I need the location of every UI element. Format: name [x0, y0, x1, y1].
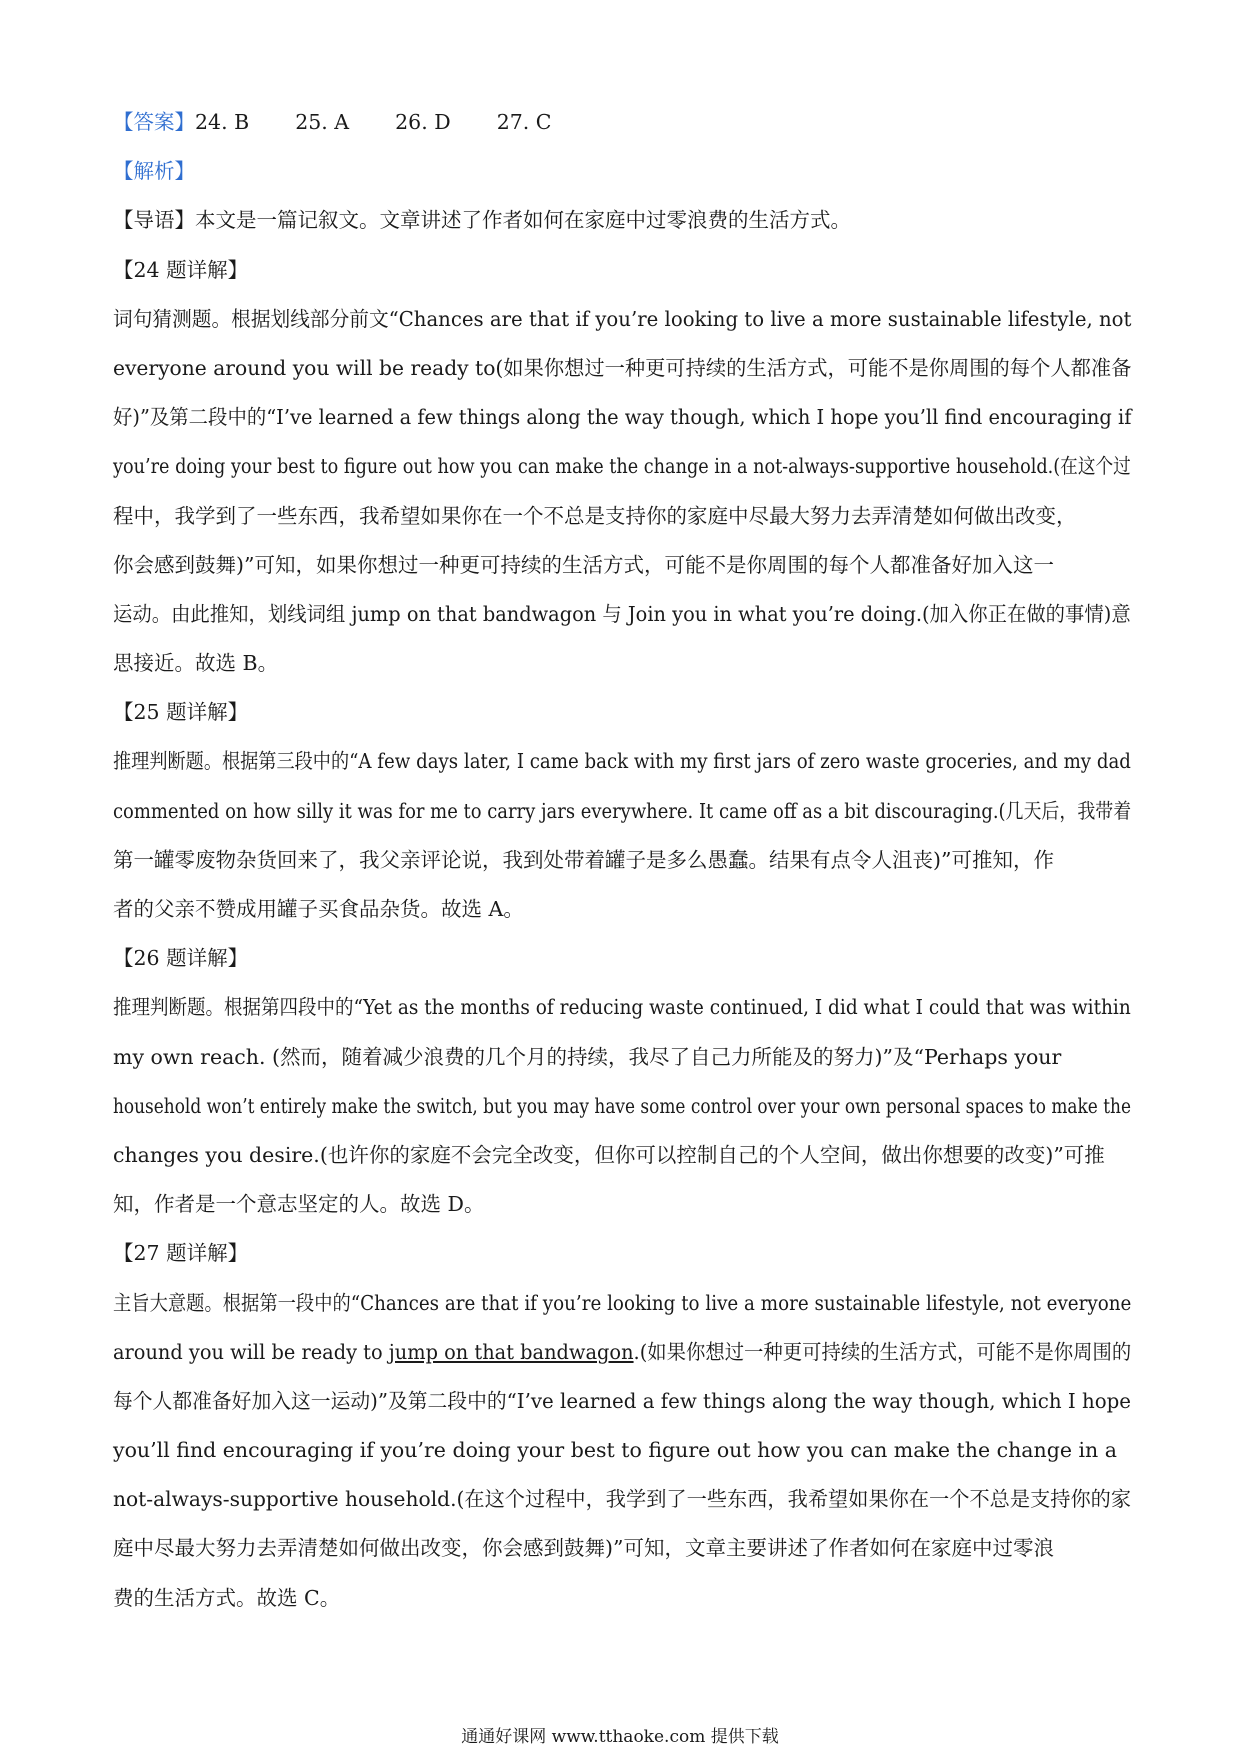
- answer-label: 【答案】: [113, 110, 195, 134]
- q26-text-line: household won’t entirely make the switch, but you may have some control over your own personal spaces to make the: [113, 1093, 1131, 1118]
- answer-item: 25. A: [295, 110, 350, 134]
- q24-text-line: 运动。由此推知，划线词组 jump on that bandwagon 与 Join you in what you’re doing.(加入你正在做的事情)意: [113, 601, 1131, 626]
- answer-item: 26. D: [395, 110, 451, 134]
- q27-text-line: [113, 1328, 1132, 1377]
- q25-heading: 【25 题详解】: [113, 700, 249, 725]
- answer-item: 24. B: [195, 110, 250, 134]
- q26-text-line: changes you desire.(也许你的家庭不会完全改变，但你可以控制自己的个人空间，做出你想要的改变)”可推: [113, 1142, 1105, 1167]
- q26-heading: 【26 题详解】: [113, 946, 249, 971]
- analysis-label: 【解析】: [113, 159, 195, 184]
- q24-text-line: 你会感到鼓舞)”可知，如果你想过一种更可持续的生活方式，可能不是你周围的每个人都准备好加入这一: [113, 552, 1054, 577]
- q24-heading: 【24 题详解】: [113, 257, 249, 282]
- answer-item: 27. C: [496, 110, 552, 134]
- q24-text-line: 思接近。故选 B。: [113, 651, 279, 676]
- document-body: [113, 98, 1131, 1623]
- underlined-phrase: jump on that bandwagon: [388, 1339, 634, 1364]
- q27-text-line: 庭中尽最大努力去弄清楚如何做出改变，你会感到鼓舞)”可知，文章主要讲述了作者如何在家庭中过零浪: [113, 1536, 1054, 1561]
- q27-text-line: not-always-supportive household.(在这个过程中，我学到了一些东西，我希望如果你在一个不总是支持你的家: [113, 1487, 1132, 1512]
- q24-text-line: 好)”及第二段中的“I’ve learned a few things along the way though, which I hope you’ll find encouraging if: [113, 405, 1132, 430]
- q25-text-line: 推理判断题。根据第三段中的“A few days later, I came back with my first jars of zero waste groceries, and my dad: [113, 749, 1131, 774]
- q27-text-line: 主旨大意题。根据第一段中的“Chances are that if you’re looking to live a more sustainable lifestyle, not everyone: [113, 1290, 1132, 1315]
- q24-text-line: 程中，我学到了一些东西，我希望如果你在一个不总是支持你的家庭中尽最大努力去弄清楚如何做出改变，: [113, 503, 1077, 528]
- q27-text-line: you’ll find encouraging if you’re doing your best to figure out how you can make the change in a: [113, 1438, 1117, 1463]
- q24-text-line: everyone around you will be ready to(如果你想过一种更可持续的生活方式，可能不是你周围的每个人都准备: [113, 355, 1132, 380]
- q25-text-line: 第一罐零废物杂货回来了，我父亲评论说，我到处带着罐子是多么愚蠢。结果有点令人沮丧)”可推知，作: [113, 847, 1054, 872]
- q26-text-line: 推理判断题。根据第四段中的“Yet as the months of reducing waste continued, I did what I could that was within: [113, 995, 1131, 1020]
- q27-heading: 【27 题详解】: [113, 1241, 249, 1266]
- q26-text-line: 知，作者是一个意志坚定的人。故选 D。: [113, 1192, 485, 1217]
- q24-text-line: 词句猜测题。根据划线部分前文“Chances are that if you’re looking to live a more sustainable lifestyle, not: [113, 306, 1132, 331]
- answer-line: [113, 98, 1131, 147]
- q26-text-line: my own reach. (然而，随着减少浪费的几个月的持续，我尽了自己力所能及的努力)”及“Perhaps your: [113, 1044, 1062, 1069]
- guide-paragraph: 【导语】本文是一篇记叙文。文章讲述了作者如何在家庭中过零浪费的生活方式。: [113, 208, 851, 233]
- q25-text-line: 者的父亲不赞成用罐子买食品杂货。故选 A。: [113, 897, 524, 921]
- q25-text-line: commented on how silly it was for me to carry jars everywhere. It came off as a bit discouraging.(几天后，我带着: [113, 798, 1132, 823]
- q24-text-line: you’re doing your best to figure out how you can make the change in a not-always-supportive household.(在这个过: [113, 454, 1131, 479]
- q27-text-line: 费的生活方式。故选 C。: [113, 1585, 341, 1610]
- page-footer: 通通好课网 www.tthaoke.com 提供下载: [461, 1727, 779, 1747]
- q27-line2-pre: around you will be ready to: [113, 1339, 389, 1364]
- q27-line2-post: .(如果你想过一种更可持续的生活方式，可能不是你周围的: [633, 1339, 1132, 1364]
- q27-text-line: 每个人都准备好加入这一运动)”及第二段中的“I’ve learned a few things along the way though, which I hope: [113, 1388, 1132, 1413]
